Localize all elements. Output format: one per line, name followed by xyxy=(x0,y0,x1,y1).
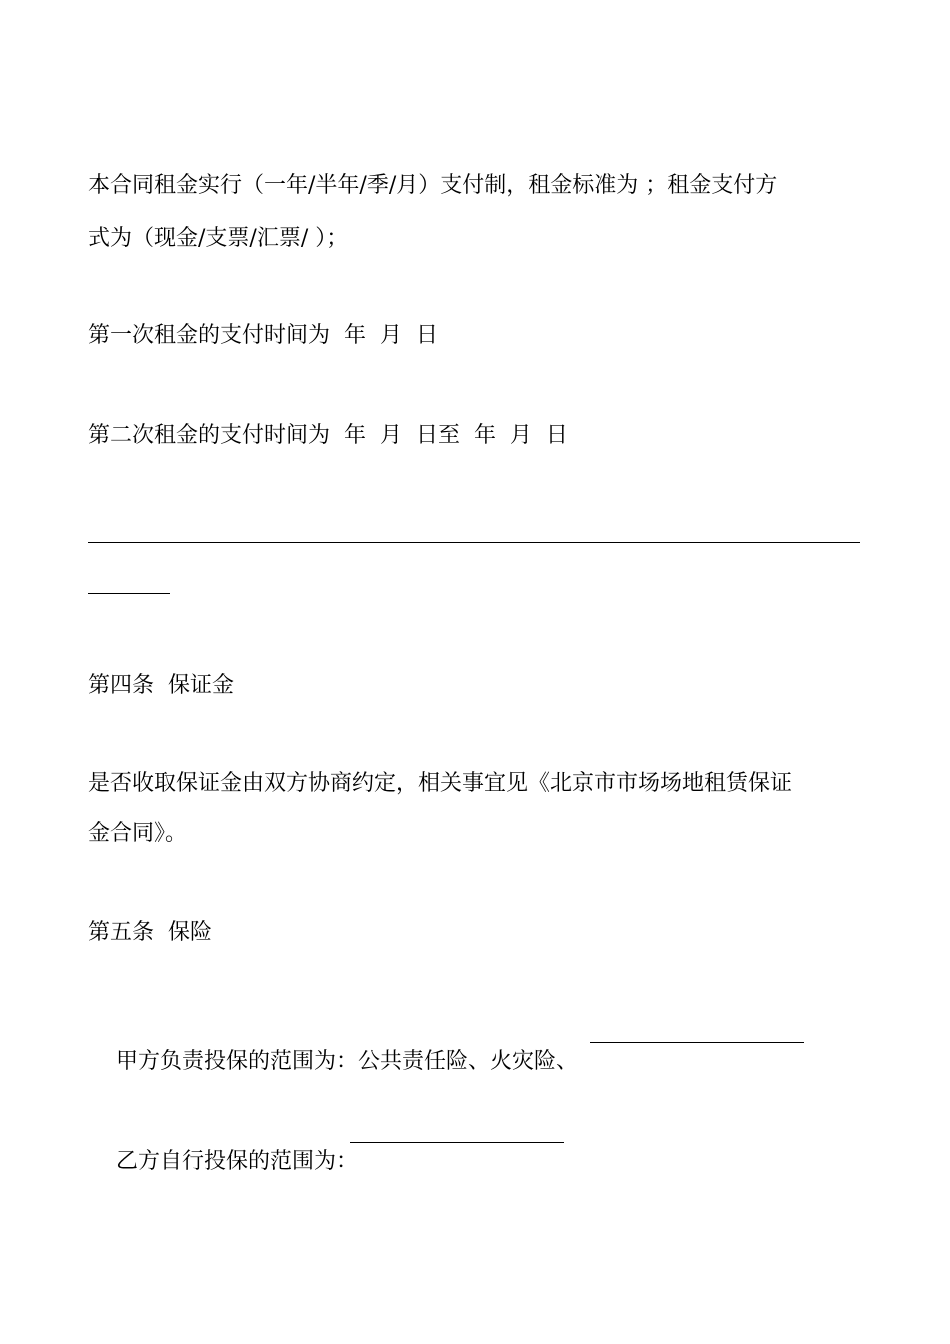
party-a-insurance-label: 甲方负责投保的范围为：公共责任险、火灾险、 xyxy=(115,1049,578,1074)
article-5-heading: 第五条 保险 xyxy=(88,920,212,945)
article-4-body-line-1: 是否收取保证金由双方协商约定，相关事宜见《北京市市场场地租赁保证 xyxy=(88,771,793,796)
article-4-heading: 第四条 保证金 xyxy=(88,673,234,698)
fill-in-blank-line-2 xyxy=(88,593,170,594)
party-b-insurance-scope xyxy=(88,1117,358,1207)
party-a-insurance-blank[interactable] xyxy=(590,1042,804,1043)
rent-terms-line-2: 式为（现金/支票/汇票/ ）； xyxy=(88,226,349,251)
article-4-body-line-2: 金合同》。 xyxy=(88,821,188,846)
party-a-insurance-scope xyxy=(88,1017,578,1107)
party-b-insurance-blank[interactable] xyxy=(350,1142,564,1143)
fill-in-blank-line-1 xyxy=(88,542,860,543)
first-payment-time: 第一次租金的支付时间为 年 月 日 xyxy=(88,323,438,348)
rent-terms-line-1: 本合同租金实行（一年/半年/季/月）支付制，租金标准为 ；租金支付方 xyxy=(88,173,778,198)
party-b-insurance-label: 乙方自行投保的范围为： xyxy=(115,1149,358,1174)
second-payment-time: 第二次租金的支付时间为 年 月 日至 年 月 日 xyxy=(88,423,568,448)
